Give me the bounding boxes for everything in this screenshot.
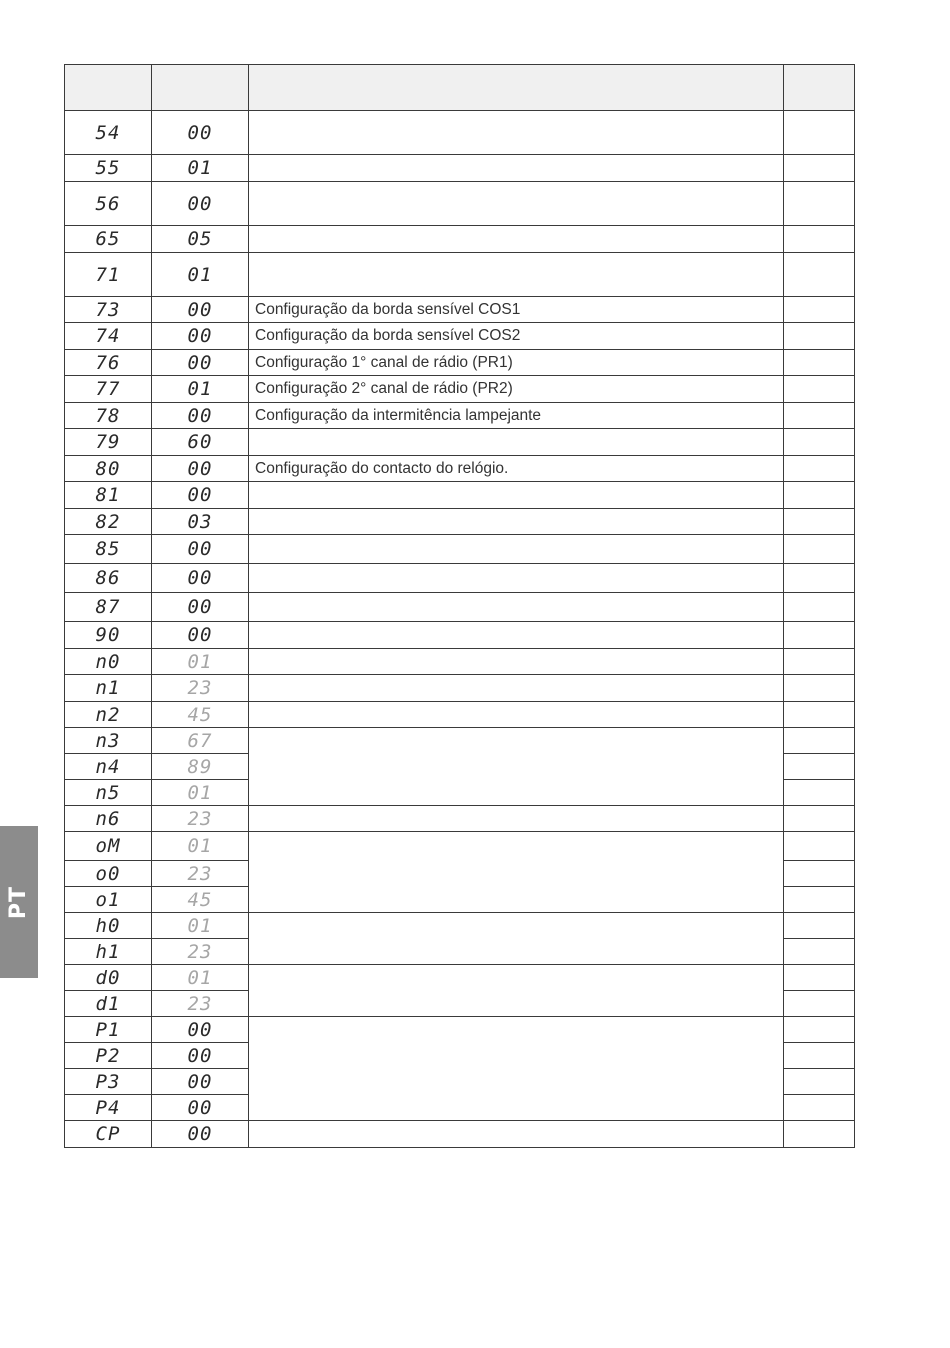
param-code-cell [65,182,152,226]
default-value: 89 [187,755,213,778]
param-code-cell [65,702,152,728]
param-code-cell [65,913,152,939]
param-code: n1 [95,677,121,699]
param-code-cell [65,350,152,376]
description-cell [249,253,784,297]
default-value-cell [152,780,249,806]
setting-cell [784,965,855,991]
param-code: n0 [95,650,121,673]
setting-cell [784,182,855,226]
description-cell [249,649,784,675]
setting-cell [784,832,855,861]
setting-cell [784,702,855,728]
default-value: 23 [187,862,213,885]
default-value-cell [152,376,249,403]
default-value-cell [152,702,249,728]
table-row [65,111,855,155]
param-code: n3 [95,729,121,752]
default-value: 23 [187,807,213,830]
default-value-cell [152,861,249,887]
param-code-cell [65,754,152,780]
setting-cell [784,155,855,182]
param-code: 77 [95,378,121,400]
setting-cell [784,991,855,1017]
description-cell [249,155,784,182]
description-cell [249,702,784,728]
table-row [65,622,855,649]
param-code: h0 [95,914,121,937]
default-value: 45 [187,703,213,726]
setting-cell [784,913,855,939]
default-value-cell [152,323,249,350]
param-code: P2 [95,1044,121,1067]
default-value: 00 [187,484,213,506]
default-value-cell [152,456,249,482]
param-code-cell [65,991,152,1017]
param-code: n2 [95,703,121,726]
param-code-cell [65,456,152,482]
param-code: 90 [95,624,121,646]
default-value: 00 [187,1018,213,1041]
setting-cell [784,323,855,350]
default-value-cell [152,482,249,509]
param-code: o1 [95,888,121,911]
param-code-cell [65,806,152,832]
default-value-cell [152,226,249,253]
param-code: oM [95,835,121,857]
description-cell [249,182,784,226]
default-value: 45 [187,888,213,911]
param-code-cell [65,1069,152,1095]
description-cell [249,482,784,509]
description-cell [249,832,784,913]
default-value: 01 [187,157,213,179]
param-code-cell [65,482,152,509]
param-code: 71 [95,263,121,286]
param-code-cell [65,1017,152,1043]
setting-cell [784,253,855,297]
table-row [65,1121,855,1148]
param-code-cell [65,323,152,350]
default-value-cell [152,593,249,622]
description-cell [249,564,784,593]
description-cell [249,1121,784,1148]
default-value-cell [152,429,249,456]
param-code: 87 [95,596,121,618]
default-value: 00 [187,538,213,560]
param-code: o0 [95,862,121,885]
param-code: 76 [95,351,121,374]
param-code-cell [65,728,152,754]
setting-cell [784,939,855,965]
default-value: 00 [187,596,213,618]
default-value: 00 [187,298,213,321]
description-cell [249,1017,784,1121]
param-code-cell [65,297,152,323]
table-row [65,965,855,991]
param-code: h1 [95,940,121,963]
description-cell [249,965,784,1017]
setting-cell [784,622,855,649]
param-code: d0 [95,966,121,989]
default-value-cell [152,403,249,429]
table-row [65,350,855,376]
setting-cell [784,509,855,535]
default-value-cell [152,913,249,939]
param-code-cell [65,965,152,991]
default-value: 01 [187,650,213,673]
setting-cell [784,482,855,509]
default-value: 00 [187,457,213,480]
description-cell: Configuração 1° canal de rádio (PR1) [249,350,784,376]
param-code-cell [65,564,152,593]
description-cell: Configuração do contacto do relógio. [249,456,784,482]
setting-cell [784,403,855,429]
table-header-row [65,65,855,111]
description-cell [249,593,784,622]
param-code: n4 [95,755,121,778]
param-code: 80 [95,457,121,480]
default-value: 23 [187,677,213,699]
language-tab-label: PT [6,885,32,919]
default-value-cell [152,1043,249,1069]
setting-cell [784,1043,855,1069]
param-code-cell [65,832,152,861]
param-code-cell [65,780,152,806]
setting-cell [784,754,855,780]
default-value: 67 [187,729,213,752]
table-row [65,297,855,323]
setting-cell [784,350,855,376]
default-value: 00 [187,1044,213,1067]
header-parameter [65,65,152,111]
setting-cell [784,1095,855,1121]
param-code: d1 [95,992,121,1015]
table-row [65,429,855,456]
header-default [152,65,249,111]
table-row [65,832,855,861]
default-value-cell [152,622,249,649]
default-value: 00 [187,567,213,589]
table-row [65,253,855,297]
default-value-cell [152,535,249,564]
default-value: 00 [187,1070,213,1093]
param-code-cell [65,887,152,913]
table-row [65,403,855,429]
default-value: 00 [187,351,213,374]
table-row [65,649,855,675]
param-code-cell [65,509,152,535]
description-cell [249,111,784,155]
default-value-cell [152,649,249,675]
param-code-cell [65,593,152,622]
param-code-cell [65,376,152,403]
table-row [65,323,855,350]
param-code-cell [65,253,152,297]
setting-cell [784,376,855,403]
param-code-cell [65,1121,152,1148]
parameter-table [64,64,855,1148]
description-cell: Configuração da intermitência lampejante [249,403,784,429]
default-value-cell [152,564,249,593]
default-value-cell [152,182,249,226]
table-row [65,564,855,593]
setting-cell [784,1121,855,1148]
default-value: 23 [187,940,213,963]
description-cell [249,535,784,564]
table-row [65,509,855,535]
default-value: 05 [187,228,213,250]
description-cell [249,429,784,456]
param-code-cell [65,226,152,253]
default-value: 23 [187,992,213,1015]
default-value-cell [152,350,249,376]
default-value: 01 [187,263,213,286]
table-row [65,593,855,622]
default-value-cell [152,991,249,1017]
table-row [65,806,855,832]
param-code: 74 [95,325,121,347]
default-value: 60 [187,431,213,453]
default-value-cell [152,1095,249,1121]
default-value-cell [152,675,249,702]
default-value-cell [152,155,249,182]
param-code: 79 [95,431,121,453]
header-setting [784,65,855,111]
table-row [65,226,855,253]
param-code-cell [65,1043,152,1069]
setting-cell [784,649,855,675]
setting-cell [784,728,855,754]
default-value-cell [152,253,249,297]
param-code: 86 [95,567,121,589]
param-code: P4 [95,1096,121,1119]
param-code: 85 [95,538,121,560]
description-cell: Configuração da borda sensível COS1 [249,297,784,323]
setting-cell [784,226,855,253]
param-code-cell [65,535,152,564]
table-row [65,1017,855,1043]
setting-cell [784,297,855,323]
default-value: 00 [187,325,213,347]
default-value: 03 [187,510,213,533]
description-cell [249,728,784,806]
setting-cell [784,1069,855,1095]
description-cell [249,622,784,649]
table-row [65,376,855,403]
default-value-cell [152,887,249,913]
default-value: 01 [187,835,213,857]
param-code-cell [65,939,152,965]
description-cell [249,913,784,965]
default-value: 00 [187,404,213,427]
table-row [65,456,855,482]
setting-cell [784,887,855,913]
param-code: 55 [95,157,121,179]
default-value-cell [152,965,249,991]
table-row [65,182,855,226]
default-value: 00 [187,624,213,646]
language-tab [0,826,38,978]
table-row [65,482,855,509]
param-code: 73 [95,298,121,321]
setting-cell [784,593,855,622]
default-value: 00 [187,1123,213,1145]
setting-cell [784,111,855,155]
default-value-cell [152,509,249,535]
setting-cell [784,675,855,702]
default-value: 01 [187,914,213,937]
param-code-cell [65,403,152,429]
header-description [249,65,784,111]
param-code-cell [65,622,152,649]
description-cell [249,806,784,832]
default-value-cell [152,754,249,780]
description-cell [249,509,784,535]
setting-cell [784,429,855,456]
default-value-cell [152,1017,249,1043]
description-cell: Configuração da borda sensível COS2 [249,323,784,350]
param-code: n6 [95,807,121,830]
param-code-cell [65,861,152,887]
default-value-cell [152,297,249,323]
default-value: 00 [187,1096,213,1119]
setting-cell [784,564,855,593]
param-code: 78 [95,404,121,427]
param-code-cell [65,155,152,182]
param-code: 56 [95,192,121,215]
description-cell: Configuração 2° canal de rádio (PR2) [249,376,784,403]
default-value: 00 [187,121,213,144]
param-code-cell [65,649,152,675]
setting-cell [784,535,855,564]
default-value: 00 [187,192,213,215]
default-value-cell [152,832,249,861]
setting-cell [784,780,855,806]
setting-cell [784,861,855,887]
default-value-cell [152,728,249,754]
param-code-cell [65,111,152,155]
table-row [65,913,855,939]
setting-cell [784,1017,855,1043]
table-row [65,535,855,564]
param-code: CP [95,1123,121,1145]
default-value: 01 [187,378,213,400]
param-code: n5 [95,781,121,804]
param-code: P3 [95,1070,121,1093]
default-value-cell [152,1069,249,1095]
table-row [65,702,855,728]
description-cell [249,675,784,702]
param-code: 54 [95,121,121,144]
param-code-cell [65,675,152,702]
table-row [65,728,855,754]
default-value: 01 [187,781,213,804]
default-value-cell [152,806,249,832]
param-code-cell [65,1095,152,1121]
table-row [65,675,855,702]
default-value: 01 [187,966,213,989]
param-code: 81 [95,484,121,506]
default-value-cell [152,939,249,965]
param-code: 82 [95,510,121,533]
setting-cell [784,456,855,482]
setting-cell [784,806,855,832]
param-code: P1 [95,1018,121,1041]
default-value-cell [152,111,249,155]
param-code: 65 [95,228,121,250]
description-cell [249,226,784,253]
param-code-cell [65,429,152,456]
table-row [65,155,855,182]
default-value-cell [152,1121,249,1148]
